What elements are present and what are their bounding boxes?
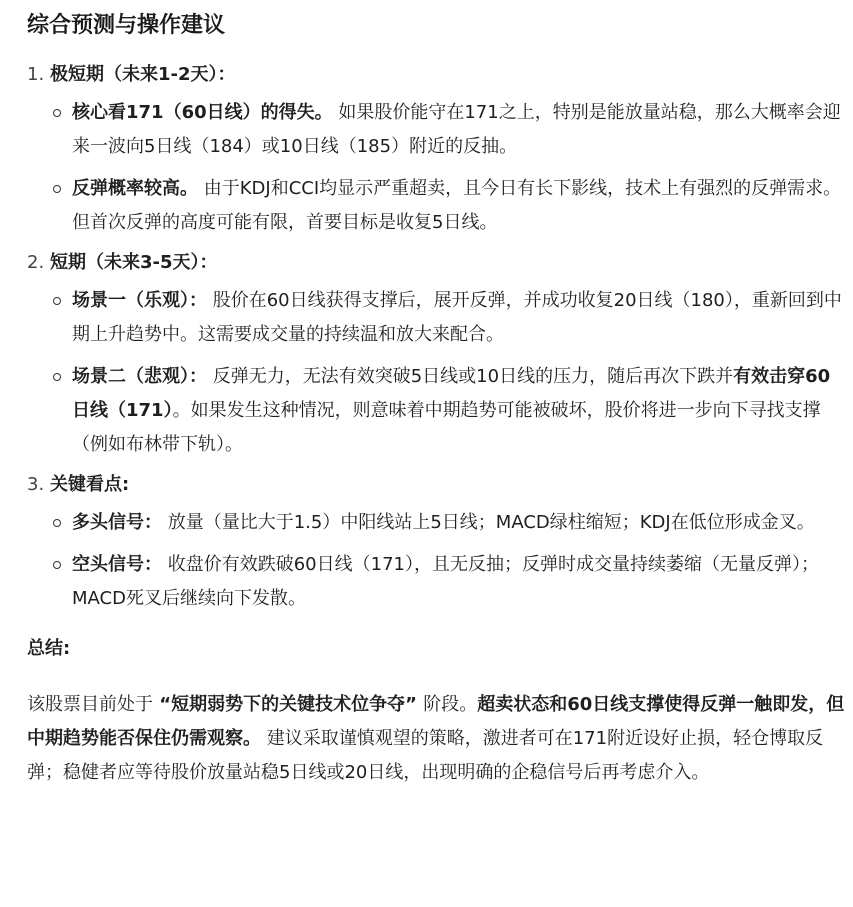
page-title: 综合预测与操作建议 (27, 13, 226, 38)
bullet-text: 收盘价有效跌破60日线（171），且无反抽；反弹时成交量持续萎缩（无量反弹）；MACD死叉后继续向下发散。 (72, 554, 819, 609)
bullet-item (50, 506, 847, 540)
circle-bullet-icon (53, 185, 61, 193)
bullet-bold-inline: 有效击穿60日线（171） (72, 366, 831, 421)
circle-bullet-icon (53, 109, 61, 117)
bullet-item (50, 284, 847, 352)
summary-bold-conclusion: 超卖状态和60日线支撑使得反弹一触即发，但中期趋势能否保住仍需观察。 (27, 694, 845, 749)
ordered-list (27, 58, 847, 616)
circle-bullet-icon (53, 561, 61, 569)
bullet-bold-lead: 反弹概率较高。 (72, 178, 198, 199)
circle-bullet-icon (53, 373, 61, 381)
summary-heading: 总结: (27, 638, 71, 659)
list-number: 2. (27, 252, 45, 273)
list-item-short-term-2 (27, 246, 847, 462)
bullet-list (50, 284, 847, 462)
list-number: 1. (27, 64, 45, 85)
bullet-text: 。如果发生这种情况，则意味着中期趋势可能被破坏，股价将进一步向下寻找支撑（例如布林带下轨）。 (72, 400, 821, 455)
summary-paragraph (27, 688, 847, 790)
bullet-text: 股价在60日线获得支撑后，展开反弹，并成功收复20日线（180），重新回到中期上升趋势中。这需要成交量的持续温和放大来配合。 (72, 290, 842, 345)
bullet-bold-lead: 场景二（悲观）： (72, 366, 207, 387)
bullet-bold-lead: 空头信号： (72, 554, 162, 575)
list-item-key-points (27, 468, 847, 616)
summary-text: 该股票目前处于 (27, 694, 153, 715)
circle-bullet-icon (53, 519, 61, 527)
bullet-list (50, 506, 847, 616)
bullet-text: 由于KDJ和CCI均显示严重超卖，且今日有长下影线，技术上有强烈的反弹需求。但首次反弹的高度可能有限，首要目标是收复5日线。 (72, 178, 842, 233)
bullet-text: 反弹无力，无法有效突破5日线或10日线的压力，随后再次下跌并 (207, 366, 734, 387)
list-item-heading: 短期（未来3-5天）： (50, 252, 218, 273)
bullet-item (50, 360, 847, 462)
bullet-item (50, 172, 847, 240)
list-number: 3. (27, 474, 45, 495)
bullet-text: 放量（量比大于1.5）中阳线站上5日线；MACD绿柱缩短；KDJ在低位形成金叉。 (162, 512, 815, 533)
summary-text: 阶段。 (423, 694, 478, 715)
list-item-heading: 极短期（未来1-2天）： (50, 64, 236, 85)
bullet-bold-lead: 场景一（乐观）： (72, 290, 207, 311)
summary-text: 建议采取谨慎观望的策略，激进者可在171附近设好止损，轻仓博取反弹；稳健者应等待股价放量站稳5日线或20日线，出现明确的企稳信号后再考虑介入。 (27, 728, 824, 783)
circle-bullet-icon (53, 297, 61, 305)
bullet-bold-lead: 核心看171（60日线）的得失。 (72, 102, 333, 123)
bullet-bold-lead: 多头信号： (72, 512, 162, 533)
list-item-short-term-1 (27, 58, 847, 240)
summary-bold-quote: “短期弱势下的关键技术位争夺” (153, 694, 424, 715)
bullet-item (50, 96, 847, 164)
list-item-heading: 关键看点: (50, 474, 130, 495)
bullet-text: 如果股价能守在171之上，特别是能放量站稳，那么大概率会迎来一波向5日线（184）或10日线（185）附近的反抽。 (72, 102, 841, 157)
bullet-item (50, 548, 847, 616)
bullet-list (50, 96, 847, 240)
